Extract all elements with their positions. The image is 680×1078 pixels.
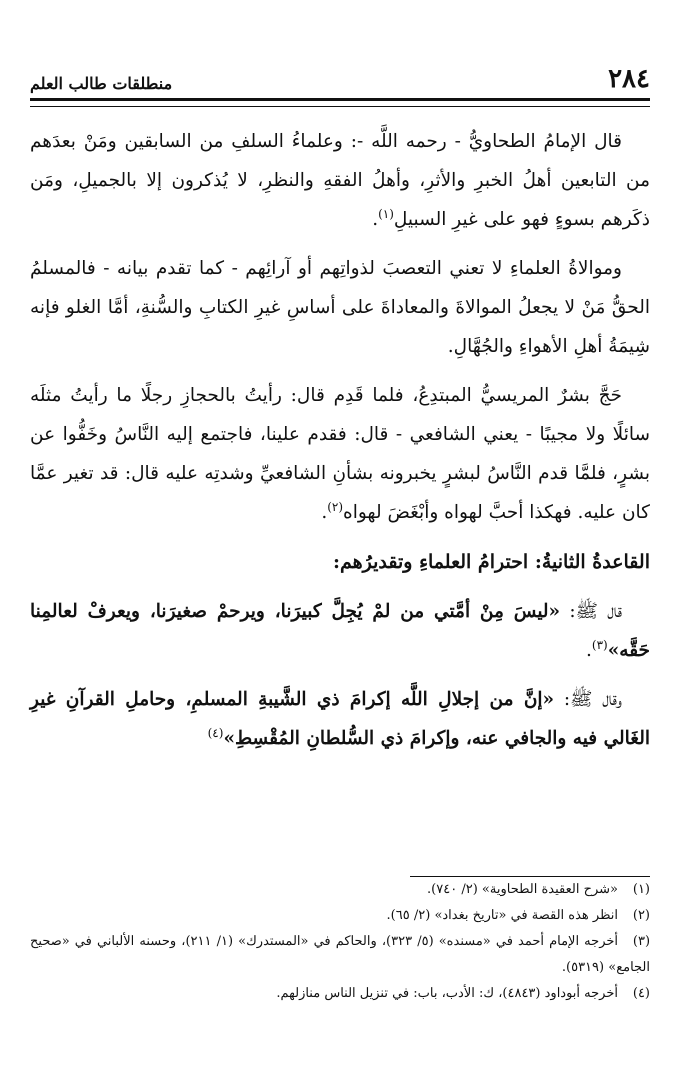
footnote-text: انظر هذه القصة في «تاريخ بغداد» (٢/ ٦٥). [386,908,618,923]
footnote-3 [30,929,650,981]
footnote-number: (٣) [632,934,651,949]
section-heading: القاعدةُ الثانيةُ: احترامُ العلماءِ وتقديرُهم: [332,551,650,573]
footnote-4 [30,981,650,1007]
paragraph-end: . [372,209,379,230]
header-rule-thick [30,98,650,101]
paragraph-tahawi-quote [30,122,650,239]
paragraph-loyalty: وموالاةُ العلماءِ لا تعني التعصبَ لذواتِهم أو آرائِهم - كما تقدم بيانه - فالمسلمُ الحقُّ مَنْ لا يجعلُ الموالاةَ والمعاداةَ على أساسِ غيرِ الكتابِ والسُّنةِ، أمَّا الغلو فإنه شِيمَةُ أهلِ الأهواءِ والجُهَّالِ. [30,258,650,357]
footnote-ref-2[interactable]: (٢) [327,499,344,514]
footnote-number: (٤) [632,986,650,1001]
paragraph-end: . [586,640,592,661]
hadith-text: «ليسَ مِنْ أمَّتي من لمْ يُجِلَّ كبيرَنا، ويرحمْ صغيرَنا، ويعرفْ لعالمِنا حَقَّه» [30,601,650,661]
hadith-intro: وقال ﷺ: [554,689,622,710]
paragraph-end: . [321,502,328,523]
footnote-ref-4[interactable]: (٤) [207,725,224,740]
paragraph-hadith-2 [30,680,650,758]
main-text [30,122,650,758]
footnote-number: (٢) [632,908,650,923]
footnote-ref-1[interactable]: (١) [378,206,394,221]
footnote-2 [30,903,650,929]
footnotes [30,876,650,1007]
paragraph-hadith-1 [30,592,650,670]
header-rule-thin [30,106,650,107]
footnote-1 [30,877,650,903]
running-title: منطلقات طالب العلم [30,74,173,93]
footnote-text: أخرجه الإمام أحمد في «مسنده» (٥/ ٣٢٣)، والحاكم في «المستدرك» (١/ ٢١١)، وحسنه الألباني في «صحيح الجامع» (٥٣١٩). [30,934,650,975]
paragraph-bishr-story [30,376,650,532]
hadith-intro: قال ﷺ: [560,601,622,622]
footnote-ref-3[interactable]: (٣) [591,637,608,652]
paragraph-text: حَجَّ بشرٌ المريسيُّ المبتدِعُ، فلما قَدِم قال: رأيتُ بالحجازِ رجلًا ما رأيتُ مثلَه سائلًا ولا مجيبًا - يعني الشافعي - قال: فقدم علينا، فاجتمع إليه النَّاسُ وخَفُّوا عن بشرٍ، فلمَّا قدم النَّاسُ لبشرٍ يخبرونه بشأنِ الشافعيِّ وشدتِه عليه قال: قد تغير عمَّا كان عليه. فهكذا أحبَّ لهواه وأبْغَضَ لهواه [30,385,650,523]
footnote-text: أخرجه أبوداود (٤٨٤٣)، ك: الأدب، باب: في تنزيل الناس منازلهم. [276,986,618,1001]
page-header [30,56,650,92]
hadith-text: «إنَّ من إجلالِ اللَّه إكرامَ ذي الشَّيبةِ المسلمِ، وحاملِ القرآنِ غيرِ الغَالي فيه والجافي عنه، وإكرامَ ذي السُّلطانِ المُقْسِطِ» [30,689,650,749]
page-number: ٢٨٤ [608,64,650,94]
footnote-text: «شرح العقيدة الطحاوية» (٢/ ٧٤٠). [427,882,618,897]
footnote-number: (١) [632,882,650,897]
paragraph-text: قال الإمامُ الطحاويُّ - رحمه اللَّه -: وعلماءُ السلفِ من السابقين ومَنْ بعدَهم من التابعين أهلُ الخبرِ والأثرِ، وأهلُ الفقهِ والنظرِ، لا يُذكرون إلا بالجميلِ، ومَن ذكَرهم بسوءٍ فهو على غيرِ السبيلِ [30,131,650,230]
